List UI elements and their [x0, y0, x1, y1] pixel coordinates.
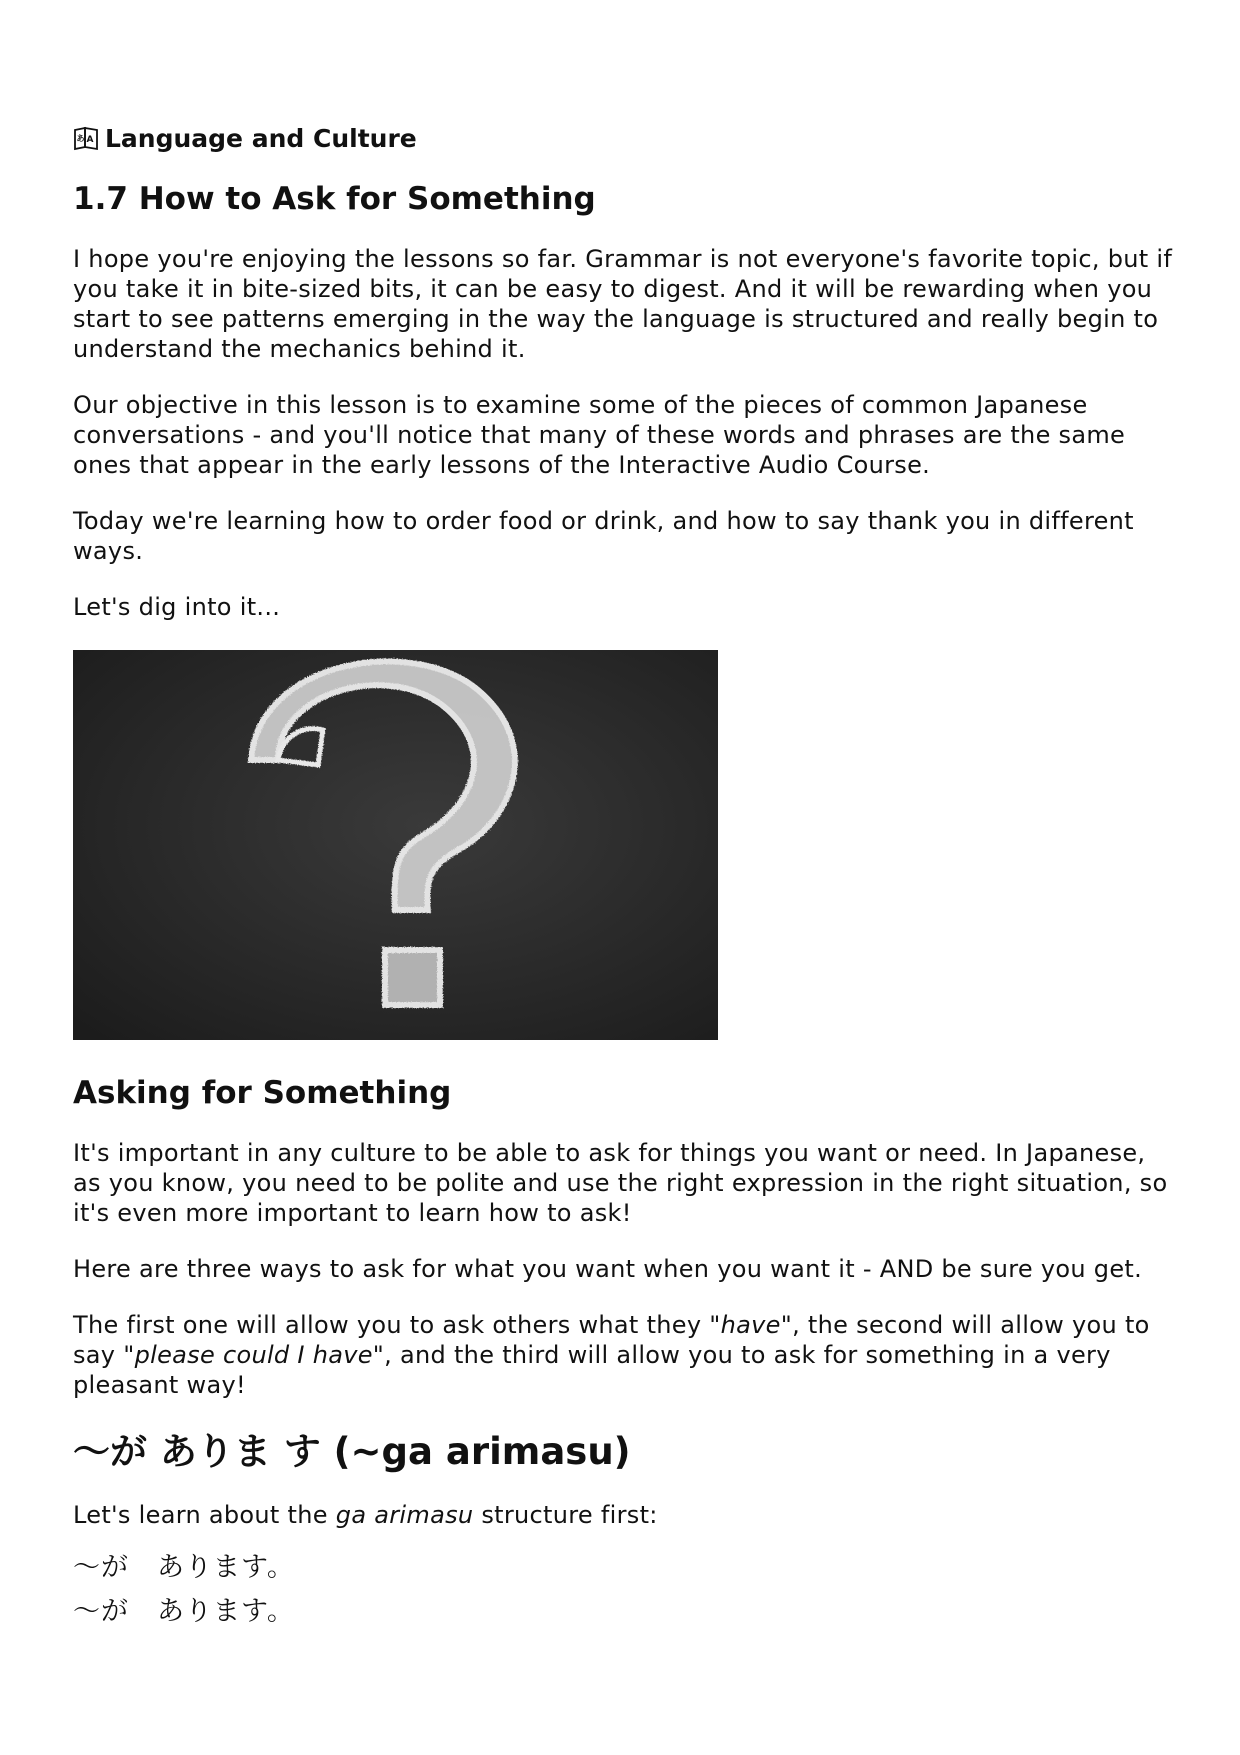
asking-paragraph-2: Here are three ways to ask for what you want when you want it - AND be sure you get. [73, 1255, 1143, 1283]
text-run: ", and the third will allow you to ask for something in a very pleasant way! [73, 1341, 1111, 1399]
section-label [73, 118, 1173, 158]
text-run: structure first: [473, 1501, 658, 1529]
text-run: The first one will allow you to ask others what they " [73, 1311, 721, 1339]
lesson-title: 1.7 How to Ask for Something [73, 181, 596, 217]
document-page [73, 118, 1173, 1634]
asking-paragraph-3 [73, 1310, 1173, 1400]
open-book-icon [73, 125, 99, 151]
asking-paragraph-1: It's important in any culture to be able to ask for things you want or need. In Japanese, as you know, you need to be polite and use the right expression in the right situation, so it's even more important to learn how to ask! [73, 1139, 1168, 1227]
emphasis-please-could-i-have: please could I have [134, 1341, 373, 1369]
ga-arimasu-title: 〜が ありま す (~ga arimasu) [73, 1430, 631, 1473]
text-run: ", the second will allow you to say " [73, 1311, 1150, 1369]
text-run: Let's learn about the [73, 1501, 336, 1529]
example-line-2: 〜が あります。 [73, 1596, 295, 1627]
asking-section-title: Asking for Something [73, 1075, 452, 1111]
section-label-text: Language and Culture [105, 123, 417, 153]
intro-paragraph-2: Our objective in this lesson is to examine some of the pieces of common Japanese conversations - and you'll notice that many of these words and phrases are the same ones that appear in the early lessons of the Interactive Audio Course. [73, 391, 1126, 479]
svg-text:あ: あ [76, 134, 85, 143]
example-lines [73, 1546, 1173, 1634]
svg-text:A: A [86, 135, 94, 145]
emphasis-ga-arimasu: ga arimasu [335, 1501, 474, 1529]
emphasis-have: have [720, 1311, 781, 1339]
intro-paragraph-4: Let's dig into it... [73, 593, 281, 621]
question-mark-chalkboard-image [73, 650, 718, 1040]
intro-paragraph-3: Today we're learning how to order food or drink, and how to say thank you in different ways. [73, 507, 1134, 565]
example-line-1: 〜が あります。 [73, 1552, 295, 1583]
ga-arimasu-intro [73, 1500, 1173, 1530]
intro-paragraph-1: I hope you're enjoying the lessons so far. Grammar is not everyone's favorite topic, but if you take it in bite-sized bits, it can be easy to digest. And it will be rewarding when you start to see patterns emerging in the way the language is structured and really begin to understand the mechanics behind it. [73, 245, 1173, 363]
